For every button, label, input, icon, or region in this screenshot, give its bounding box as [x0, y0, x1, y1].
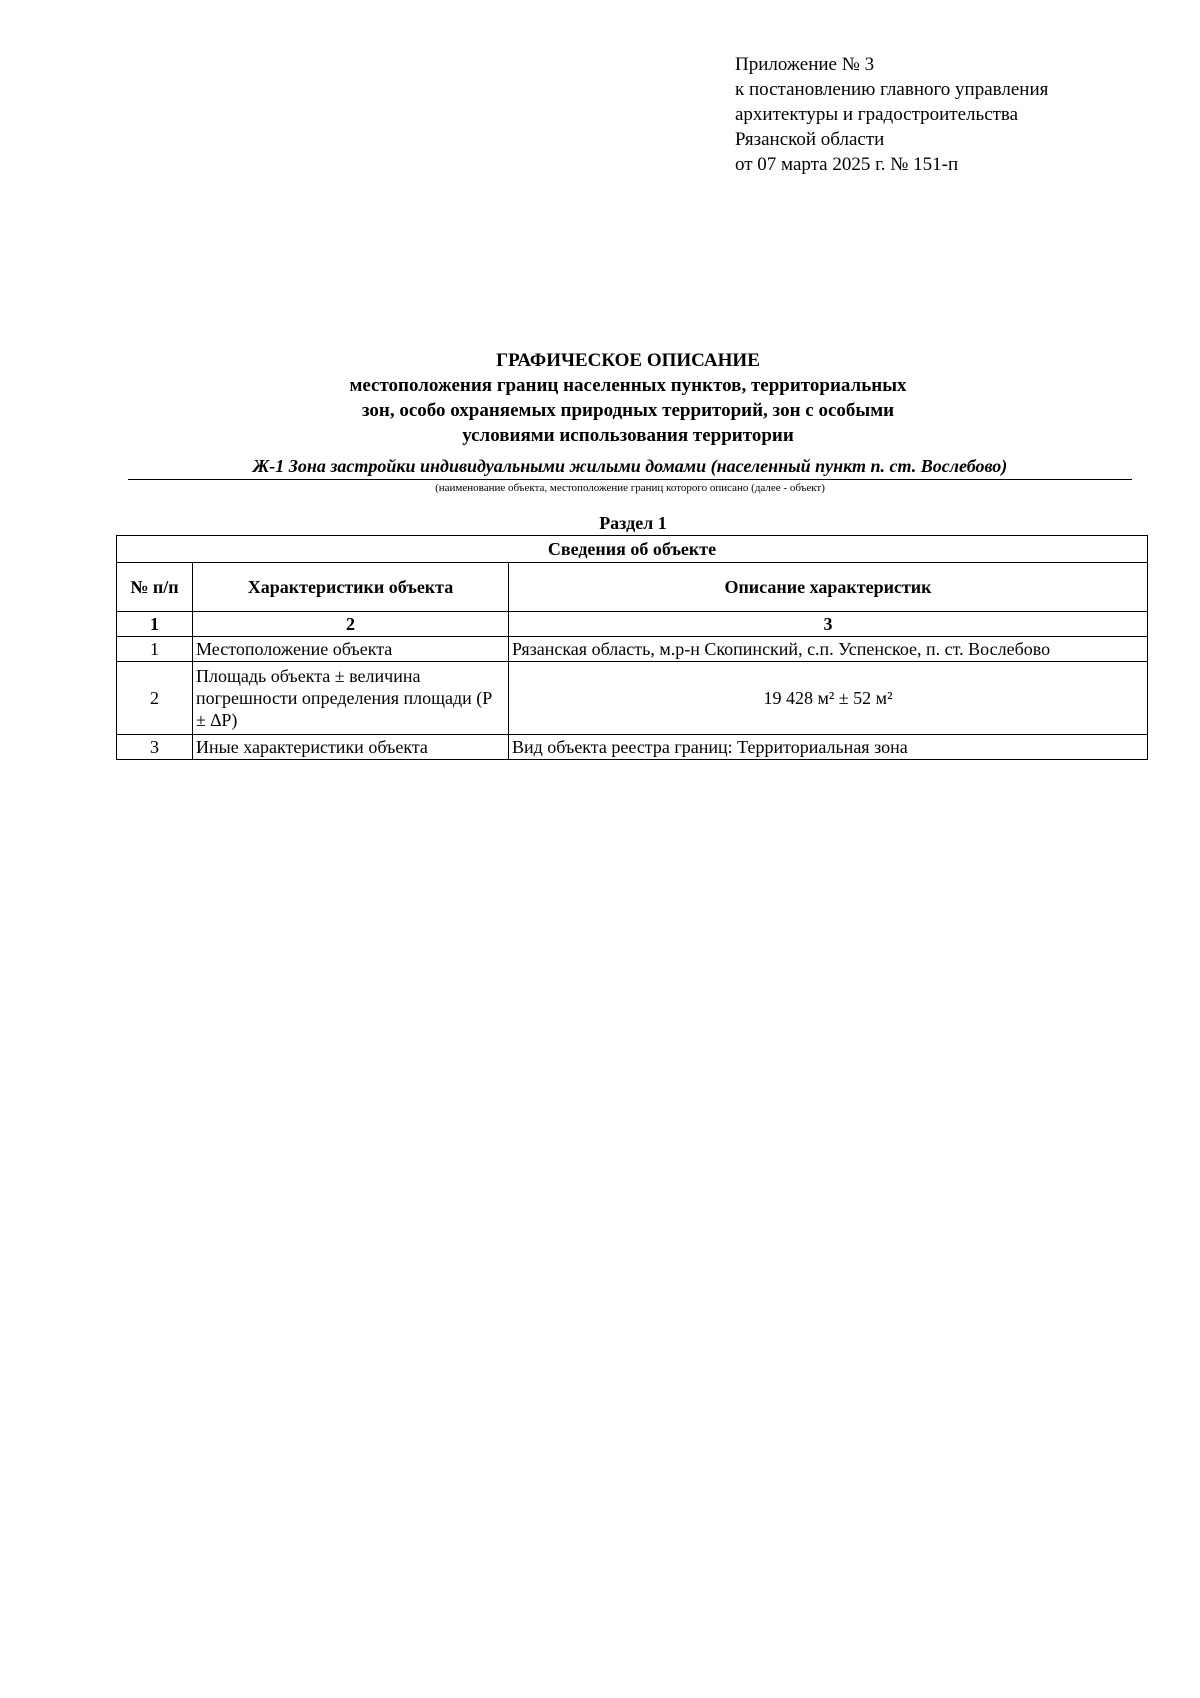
row-characteristic: Местоположение объекта [193, 637, 509, 662]
title-line: зон, особо охраняемых природных территорий, зон с особыми [361, 400, 895, 421]
document-title [118, 348, 1138, 448]
table-title-row [117, 536, 1148, 563]
row-num: 3 [117, 735, 193, 760]
row-num: 2 [117, 662, 193, 735]
object-name: Ж-1 Зона застройки индивидуальными жилыми домами (населенный пункт п. ст. Вослебово) [252, 456, 1008, 476]
object-underline [128, 479, 1132, 480]
header-characteristic: Характеристики объекта [193, 563, 509, 612]
appendix-line: к постановлению главного управления [735, 79, 1049, 100]
row-num: 1 [117, 637, 193, 662]
header-description: Описание характеристик [509, 563, 1148, 612]
table-row [117, 662, 1148, 735]
appendix-line: Приложение № 3 [735, 54, 875, 75]
row-characteristic: Площадь объекта ± величина погрешности определения площади (P ± ∆P) [193, 662, 509, 735]
section-title: Раздел 1 [599, 513, 667, 533]
row-description: Рязанская область, м.р-н Скопинский, с.п. Успенское, п. ст. Вослебово [509, 637, 1148, 662]
appendix-line: архитектуры и градостроительства [735, 104, 1019, 125]
title-line: условиями использования территории [462, 425, 794, 446]
title-main: ГРАФИЧЕСКОЕ ОПИСАНИЕ [496, 350, 760, 371]
column-number-row [117, 612, 1148, 637]
table-row [117, 637, 1148, 662]
table-header-row [117, 563, 1148, 612]
table-row [117, 735, 1148, 760]
row-description: Вид объекта реестра границ: Территориальная зона [509, 735, 1148, 760]
appendix-block [735, 52, 1048, 177]
column-number: 1 [117, 612, 193, 637]
object-caption: (наименование объекта, местоположение границ которого описано (далее - объект) [435, 482, 825, 494]
object-info-table [116, 535, 1148, 760]
row-characteristic: Иные характеристики объекта [193, 735, 509, 760]
appendix-line: Рязанской области [735, 129, 885, 150]
column-number: 3 [509, 612, 1148, 637]
column-number: 2 [193, 612, 509, 637]
appendix-line: от 07 марта 2025 г. № 151-п [735, 154, 959, 175]
row-description: 19 428 м² ± 52 м² [509, 662, 1148, 735]
table-title: Сведения об объекте [117, 536, 1148, 563]
header-num: № п/п [117, 563, 193, 612]
title-line: местоположения границ населенных пунктов, территориальных [349, 375, 907, 396]
